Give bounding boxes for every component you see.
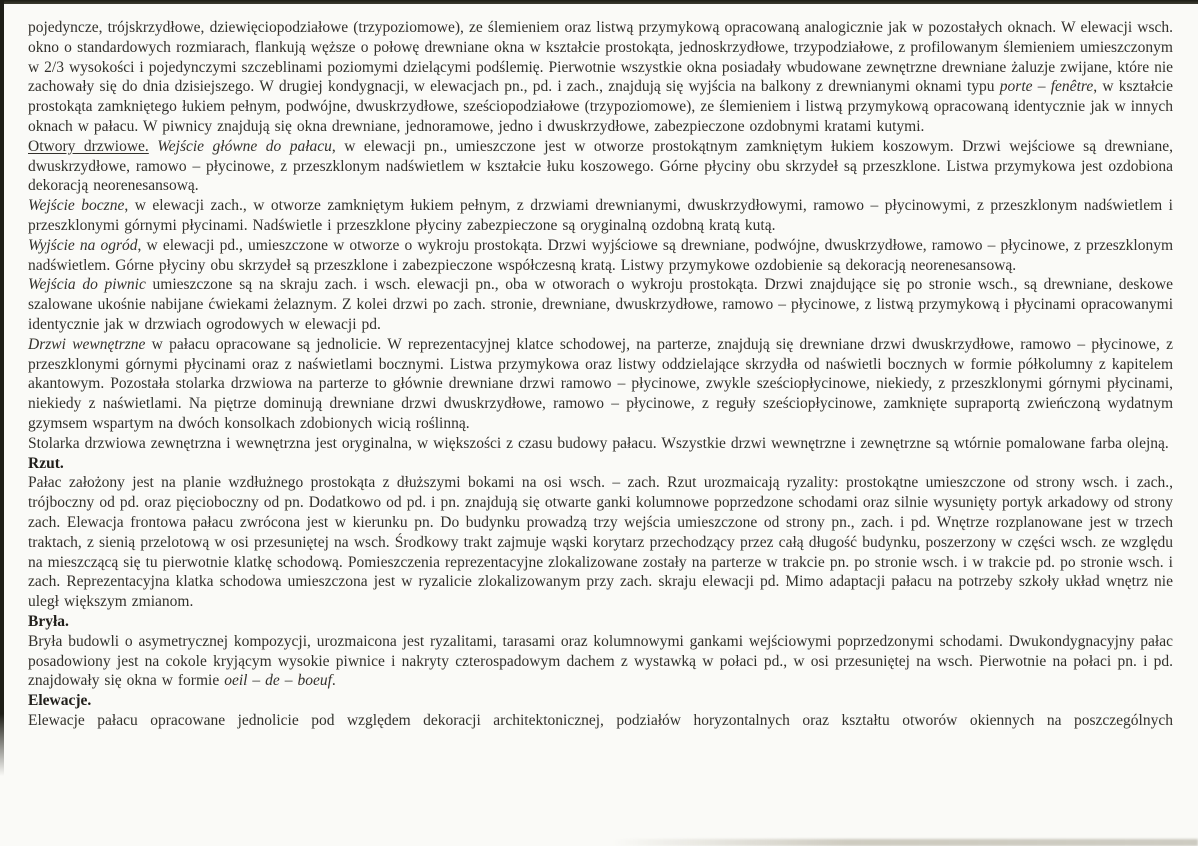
text-run: Pałac założony jest na planie wzdłużnego prostokąta z dłuższymi bokami na osi wsch. – zach. Rzut urozmaicają ryzality: prostokątne umieszczone od strony wsch. i zach., trójboczny od pd. oraz pięcioboczny od pn. Dodatkowo od pd. i pn. znajdują się otwarte ganki kolumnowe poprzedzone schodami oraz silnie wysunięty portyk arkadowy od strony zach. Elewacja frontowa pałacu zwrócona jest w kierunku pn. Do budynku prowadzą trzy wejścia umieszczone od strony pn., zach. i pd. Wnętrze rozplanowane jest w trzech traktach, z sienią przelotową w osi przesuniętej na wsch. Środkowy trakt zajmuje wąski korytarz przechodzący przez całą długość budynku, poszerzony w części wsch. ze względu na mieszczącą się tu pierwotnie klatkę schodową. Pomieszczenia reprezentacyjne zlokalizowane zostały na parterze w trakcie pn. po stronie wsch. i w trakcie pd. po stronie wsch. i zach. Reprezentacyjna klatka schodowa umieszczona jest w ryzalicie zlokalizowanym przy zach. skraju elewacji pd. Mimo adaptacji pałacu na potrzeby szkoły układ wnętrz nie uległ większym zmianom. — [28, 474, 1173, 611]
paragraph — [28, 236, 1173, 276]
section-heading — [28, 691, 1173, 711]
text-run: porte – fenêtre — [999, 78, 1094, 96]
paragraph — [28, 18, 1173, 137]
text-run: Wejścia do piwnic — [28, 276, 146, 294]
text-run: Rzut. — [28, 454, 64, 472]
document-text — [28, 18, 1173, 731]
text-run — [149, 138, 157, 155]
text-run: Wejście główne do pałacu — [157, 137, 332, 155]
scan-edge-top — [0, 0, 1198, 4]
text-run: w pałacu opracowane są jednolicie. W reprezentacyjnej klatce schodowej, na parterze, znajdują się drewniane drzwi dwuskrzydłowe, ramowo – płycinowe, z przeszklonymi górnymi płycinami oraz z naświetlami bocznymi. Listwa przymykowa oraz listwy oddzielające skrzydła od naświetli bocznych w formie półkolumny z kapitelem akantowym. Pozostała stolarka drzwiowa na parterze to głównie drewniane drzwi ramowo – płycinowe, zwykle sześciopłycinowe, niekiedy, z przeszklonymi górnymi płycinami, niekiedy z naświetlami. Na piętrze dominują drewniane drzwi dwuskrzydłowe, ramowo – płycinowe, z reguły sześciopłycinowe, zamknięte supraportą zwieńczoną wydatnym gzymsem wspartym na dwóch konsolkach zdobionych wicią roślinną. — [28, 335, 1173, 432]
text-run: oeil – de – boeuf — [224, 672, 332, 690]
paragraph — [28, 434, 1173, 454]
text-run: Wyjście na ogród — [28, 236, 138, 254]
text-run: Elewacje pałacu opracowane jednolicie pod względem dekoracji architektonicznej, podziałów horyzontalnych oraz kształtu otworów okiennych na poszczególnych — [28, 711, 1173, 729]
text-run: Bryła. — [28, 612, 69, 630]
text-run: umieszczone są na skraju zach. i wsch. elewacji pn., oba w otworach o wykroju prostokąta. Drzwi znajdujące się po stronie wsch., są drewniane, deskowe szalowane ukośnie nabijane ćwiekami żelaznym. Z kolei drzwi po zach. stronie, drewniane, dwuskrzydłowe, ramowo – płycinowe, z listwą przymykową i płycinami opracowanymi identycznie jak w drzwiach ogrodowych w elewacji pd. — [28, 276, 1173, 333]
paragraph — [28, 473, 1173, 612]
text-run: Otwory drzwiowe. — [28, 137, 149, 155]
paragraph — [28, 275, 1173, 334]
text-run: Bryła budowli o asymetrycznej kompozycji, urozmaicona jest ryzalitami, tarasami oraz kolumnowymi gankami wejściowymi poprzedzonymi schodami. Dwukondygnacyjny pałac posadowiony jest na cokole kryjącym wysokie piwnice i nakryty czterospadowym dachem z wystawką w połaci pd., w osi przesuniętej na wsch. Pierwotnie na połaci pn. i pd. znajdowały się okna w formie — [28, 632, 1173, 690]
paragraph — [28, 711, 1173, 731]
section-heading — [28, 612, 1173, 632]
text-run: pojedyncze, trójskrzydłowe, dziewięciopodziałowe (trzypoziomowe), ze ślemieniem oraz listwą przymykową opracowaną analogicznie jak w pozostałych oknach. W elewacji wsch. okno o standardowych rozmiarach, flankują węższe o połowę drewniane okna w kształcie prostokąta, jednoskrzydłowe, trzypodziałowe, z profilowanym ślemieniem umieszczonym w 2/3 wysokości i pojedynczymi szczeblinami poziomymi dzielącymi podślemię. Pierwotnie wszystkie okna posiadały wbudowane zewnętrzne drewniane żaluzje zwijane, które nie zachowały się do dnia dzisiejszego. W drugiej kondygnacji, w elewacjach pn., pd. i zach., znajdują się wyjścia na balkony z drewnianymi oknami typu — [28, 19, 1173, 96]
text-run: Stolarka drzwiowa zewnętrzna i wewnętrzna jest oryginalna, w większości z czasu budowy pałacu. Wszystkie drzwi wewnętrzne i zewnętrzne są wtórnie pomalowane farba olejną. — [28, 434, 1169, 452]
scan-edge-left — [0, 0, 4, 776]
text-run: Elewacje. — [28, 692, 92, 710]
scan-smudge-bottom — [612, 839, 1198, 846]
paragraph — [28, 335, 1173, 434]
section-heading — [28, 454, 1173, 474]
text-run: , w kształcie prostokąta zamkniętego łukiem pełnym, podwójne, dwuskrzydłowe, sześciopodziałowe (trzypoziomowe), ze ślemieniem i listwą przymykową opracowaną identycznie jak w innych oknach w pałacu. W piwnicy znajdują się okna drewniane, jednoramowe, jedno i dwuskrzydłowe, zabezpieczone ozdobnymi kratami kutymi. — [28, 78, 1173, 135]
text-run: , w elewacji pd., umieszczone w otworze o wykroju prostokąta. Drzwi wyjściowe są drewniane, podwójne, dwuskrzydłowe, ramowo – płycinowe, z przeszklonym nadświetlem. Górne płyciny obu skrzydeł są przeszklone i zabezpieczone współczesną kratą. Listwy przymykowe ozdobienie są dekoracją neorenesansową. — [28, 236, 1174, 274]
text-run: , w elewacji pn., umieszczone jest w otworze prostokątnym zamkniętym łukiem koszowym. Drzwi wejściowe są drewniane, dwuskrzydłowe, ramowo – płycinowe, z przeszklonym nadświetlem w kształcie łuku koszowego. Górne płyciny obu skrzydeł są przeszklone. Listwa przymykowa jest ozdobiona dekoracją neorenesansową. — [28, 137, 1173, 195]
text-run: . — [331, 672, 336, 690]
text-run: , w elewacji zach., w otworze zamkniętym łukiem pełnym, z drzwiami drewnianymi, dwuskrzydłowymi, ramowo – płycinowymi, z przeszklonym nadświetlem i przeszklonymi górnymi płycinami. Nadświetle i przeszklone płyciny zabezpieczone są oryginalną ozdobną kratą kutą. — [28, 197, 1173, 234]
paragraph — [28, 137, 1173, 196]
paragraph — [28, 196, 1173, 236]
paragraph — [28, 632, 1173, 691]
text-run: Wejście boczne — [28, 197, 125, 215]
text-run: Drzwi wewnętrzne — [28, 335, 146, 353]
